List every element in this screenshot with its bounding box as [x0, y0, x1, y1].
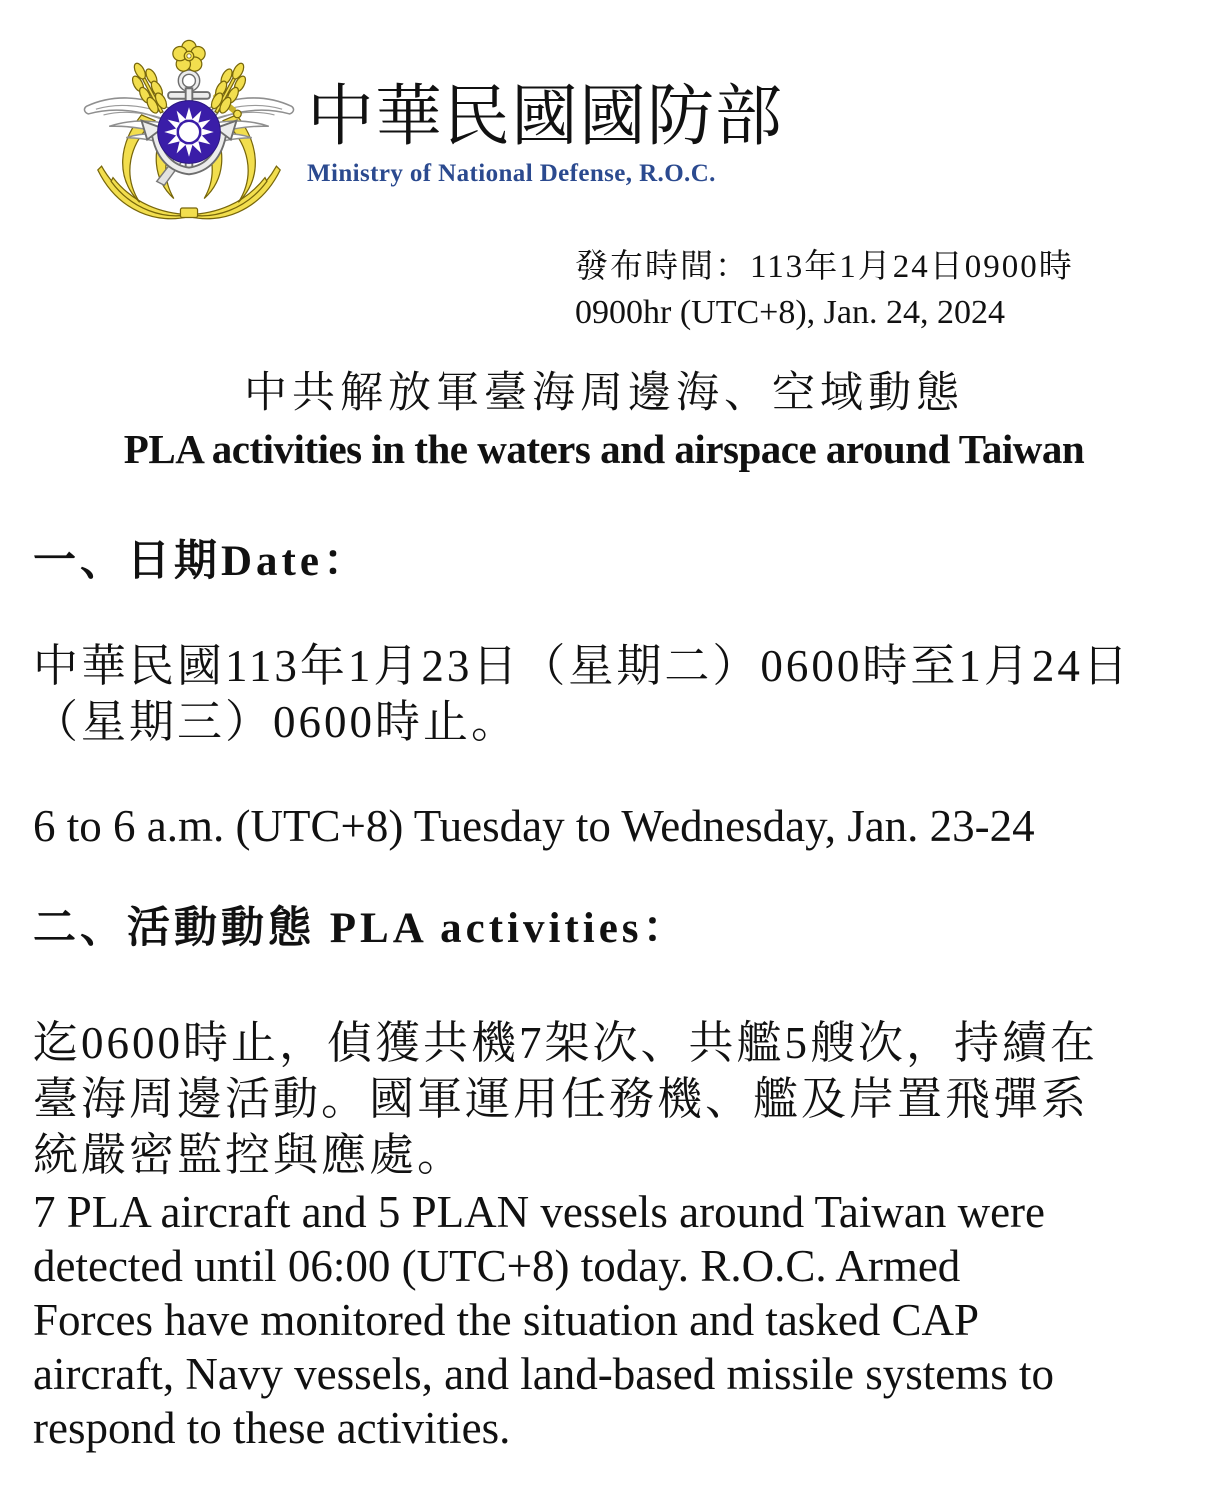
document-title-en: PLA activities in the waters and airspace around Taiwan: [123, 426, 1085, 472]
document-body: [33, 532, 1178, 1455]
text-line: Forces have monitored the situation and tasked CAP: [33, 1295, 980, 1345]
text-line: detected until 06:00 (UTC+8) today. R.O.C. Armed: [33, 1241, 961, 1291]
text-line: （星期三）0600時止。: [33, 697, 520, 747]
text-line: 臺海周邊活動。國軍運用任務機、艦及岸置飛彈系: [33, 1074, 1090, 1124]
header: [75, 36, 783, 228]
section-date-heading: 一、日期Date：: [33, 538, 370, 585]
text-line: 迄0600時止，偵獲共機7架次、共艦5艘次，持續在: [33, 1018, 1099, 1068]
text-line: 7 PLA aircraft and 5 PLAN vessels around Taiwan were: [33, 1187, 1045, 1237]
mnd-emblem-logo: [75, 36, 303, 228]
text-line: 統嚴密監控與應處。: [33, 1130, 466, 1180]
text-line: respond to these activities.: [33, 1403, 511, 1453]
emblem-plum-blossom-icon: [173, 40, 205, 71]
document-title: [0, 365, 1208, 475]
section-date: [33, 532, 1178, 853]
release-time-en: 0900hr (UTC+8), Jan. 24, 2024: [575, 294, 1005, 331]
text-line: 中華民國113年1月23日（星期二）0600時至1月24日: [33, 641, 1131, 691]
activities-paragraph-en: [33, 1185, 1178, 1455]
date-paragraph-zh: [33, 638, 1178, 750]
org-name-en: Ministry of National Defense, R.O.C.: [307, 160, 716, 187]
section-activities-heading: 二、活動動態 PLA activities：: [33, 905, 690, 952]
release-time-block: [575, 245, 1074, 336]
document-title-zh: 中共解放軍臺海周邊海、空域動態: [244, 370, 964, 417]
date-paragraph-en: [33, 799, 1178, 853]
org-name-zh: 中華民國國防部: [307, 80, 783, 154]
org-wordmark: [307, 36, 783, 188]
section-activities: [33, 899, 1178, 1455]
text-line: aircraft, Navy vessels, and land-based missile systems to: [33, 1349, 1055, 1399]
emblem-sun-disc-icon: [158, 101, 221, 164]
text-line: 6 to 6 a.m. (UTC+8) Tuesday to Wednesday, Jan. 23-24: [33, 801, 1035, 851]
activities-paragraph-zh: [33, 1015, 1178, 1183]
release-time-zh: 發布時間：113年1月24日0900時: [575, 249, 1074, 285]
